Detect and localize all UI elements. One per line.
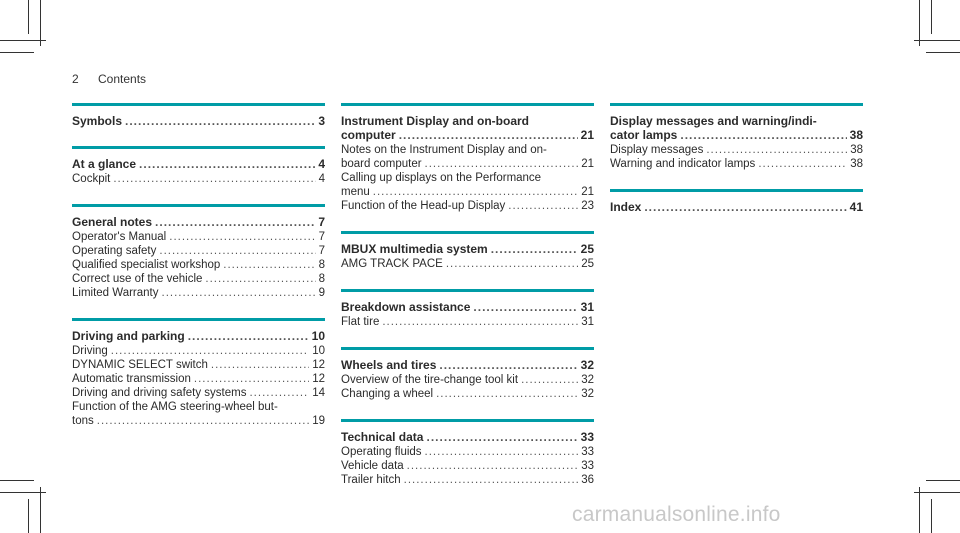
toc-section (341, 231, 594, 271)
toc-section (610, 103, 863, 171)
toc-section-title[interactable]: Driving and parking ..... 10 (72, 329, 325, 343)
section-rule (72, 204, 325, 207)
toc-section (341, 289, 594, 329)
toc-entry[interactable]: Automatic transmission ..... 12 (72, 372, 325, 386)
toc-section-title[interactable]: Wheels and tires ..... 32 (341, 358, 594, 372)
toc-entry-line1[interactable]: Function of the AMG steering-wheel but- (72, 401, 278, 413)
toc-entry[interactable]: Flat tire ..... 31 (341, 315, 594, 329)
toc-entry[interactable]: tons ..... 19 (72, 414, 325, 428)
toc-entry[interactable]: Vehicle data ..... 33 (341, 459, 594, 473)
toc-section-title[interactable]: MBUX multimedia system ..... 25 (341, 242, 594, 256)
toc-section (72, 318, 325, 428)
crop-mark (931, 0, 932, 34)
toc-entry[interactable]: Display messages ..... 38 (610, 143, 863, 157)
toc-section (341, 103, 594, 213)
toc-section-title[interactable]: Technical data ..... 33 (341, 430, 594, 444)
toc-column-2 (341, 103, 594, 505)
section-rule (341, 419, 594, 422)
toc-entry-line1[interactable]: Calling up displays on the Performance (341, 172, 542, 184)
toc-section-title[interactable]: Index ..... 41 (610, 200, 863, 214)
crop-mark (40, 487, 41, 533)
toc-entry[interactable]: Trailer hitch ..... 36 (341, 473, 594, 487)
toc-entry[interactable]: Limited Warranty ..... 9 (72, 286, 325, 300)
toc-section-title[interactable]: cator lamps ..... 38 (610, 128, 863, 142)
crop-mark (926, 52, 960, 53)
section-rule (341, 289, 594, 292)
crop-mark (0, 480, 34, 481)
crop-mark (914, 492, 960, 493)
toc-section (341, 419, 594, 487)
crop-mark (919, 0, 920, 46)
toc-section (610, 189, 863, 214)
toc-entry[interactable]: Operator's Manual ..... 7 (72, 230, 325, 244)
toc-column-1 (72, 103, 325, 446)
toc-entry[interactable]: Operating safety ..... 7 (72, 244, 325, 258)
toc-entry[interactable]: Changing a wheel ..... 32 (341, 387, 594, 401)
toc-entry-line1[interactable]: Notes on the Instrument Display and on- (341, 144, 547, 156)
toc-section-title[interactable]: computer ..... 21 (341, 128, 594, 142)
toc-section (72, 146, 325, 186)
toc-column-3 (610, 103, 863, 232)
toc-entry[interactable]: menu ..... 21 (341, 185, 594, 199)
toc-section (341, 347, 594, 401)
toc-entry[interactable]: Warning and indicator lamps ..... 38 (610, 157, 863, 171)
crop-mark (28, 499, 29, 533)
section-rule (72, 103, 325, 106)
watermark: carmanualsonline.info (572, 503, 781, 526)
page-title: Contents (98, 72, 147, 86)
toc-section-title-line1[interactable]: Display messages and warning/indi- (610, 114, 817, 128)
page-number: 2 (72, 72, 79, 86)
crop-mark (919, 487, 920, 533)
toc-section-title[interactable]: At a glance ..... 4 (72, 157, 325, 171)
section-rule (341, 103, 594, 106)
crop-mark (28, 0, 29, 34)
toc-section-title[interactable]: Symbols ..... 3 (72, 114, 325, 128)
toc-section-title[interactable]: General notes ..... 7 (72, 215, 325, 229)
crop-mark (40, 0, 41, 46)
toc-entry[interactable]: board computer ..... 21 (341, 157, 594, 171)
toc-entry[interactable]: Function of the Head-up Display ..... 23 (341, 199, 594, 213)
toc-entry[interactable]: DYNAMIC SELECT switch ..... 12 (72, 358, 325, 372)
crop-mark (931, 499, 932, 533)
toc-section-title-line1[interactable]: Instrument Display and on-board (341, 114, 530, 128)
toc-section (72, 204, 325, 300)
section-rule (610, 189, 863, 192)
section-rule (610, 103, 863, 106)
toc-entry[interactable]: Driving ..... 10 (72, 344, 325, 358)
crop-mark (926, 480, 960, 481)
toc-entry[interactable]: Qualified specialist workshop ..... 8 (72, 258, 325, 272)
toc-entry[interactable]: Operating fluids ..... 33 (341, 445, 594, 459)
page-header (72, 72, 146, 86)
section-rule (341, 231, 594, 234)
toc-entry[interactable]: Driving and driving safety systems ..... 14 (72, 386, 325, 400)
toc-entry[interactable]: Correct use of the vehicle ..... 8 (72, 272, 325, 286)
toc-section (72, 103, 325, 128)
toc-entry[interactable]: Cockpit ..... 4 (72, 172, 325, 186)
toc-section-title[interactable]: Breakdown assistance ..... 31 (341, 300, 594, 314)
toc-entry[interactable]: Overview of the tire-change tool kit ..... 32 (341, 373, 594, 387)
section-rule (72, 318, 325, 321)
crop-mark (914, 40, 960, 41)
toc-entry[interactable]: AMG TRACK PACE ..... 25 (341, 257, 594, 271)
crop-mark (0, 52, 34, 53)
section-rule (341, 347, 594, 350)
section-rule (72, 146, 325, 149)
